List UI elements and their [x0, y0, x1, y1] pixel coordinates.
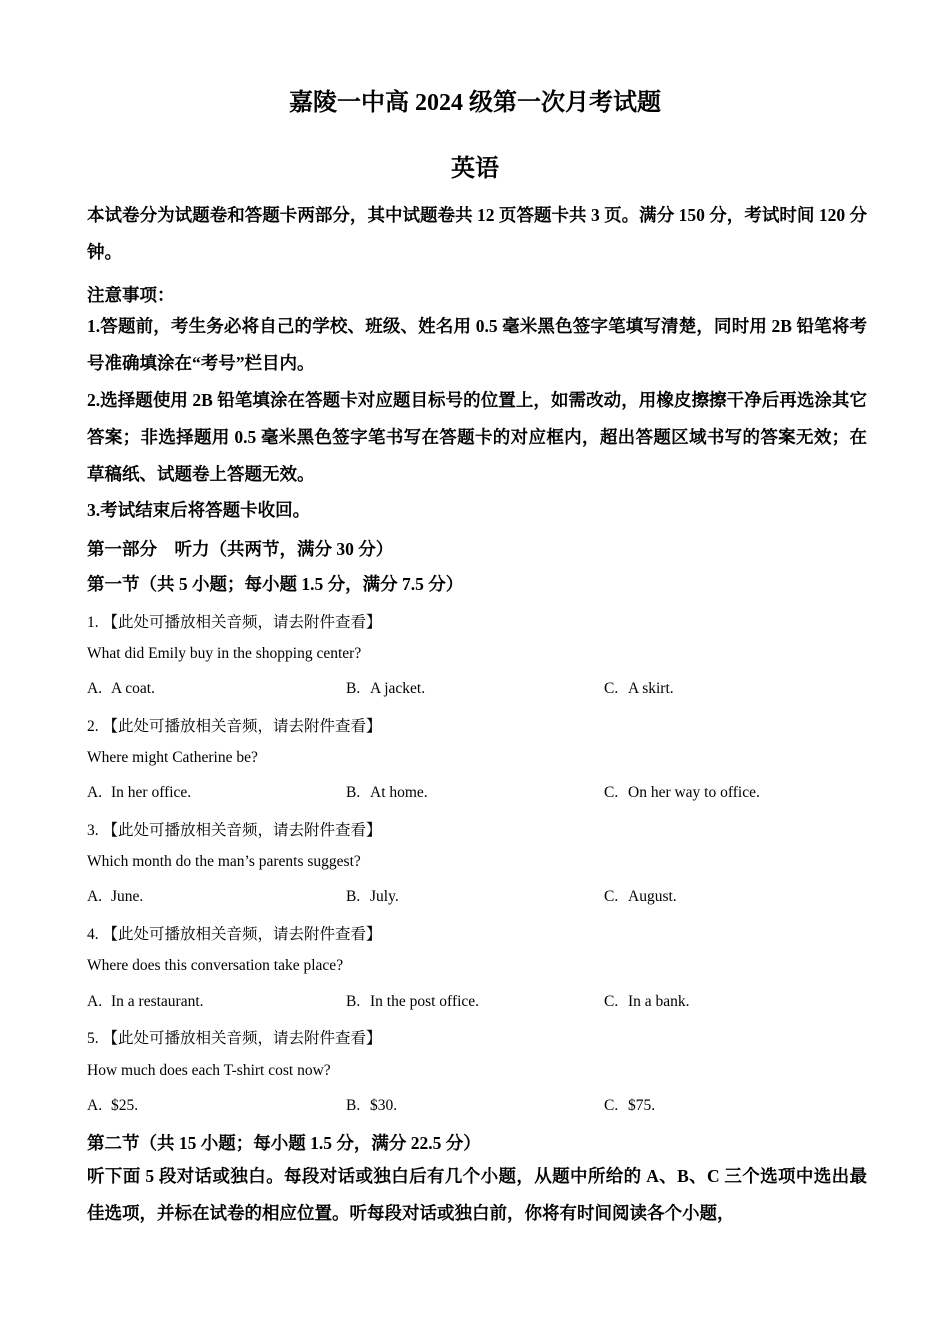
q2-option-a: A. In her office. [87, 784, 192, 801]
q1-option-a: A. A coat. [87, 680, 155, 697]
audio-placeholder: 【此处可播放相关音频，请去附件查看】 [102, 614, 382, 631]
note-3: 3.考试结束后将答题卡收回。 [87, 500, 311, 520]
subject-title: 英语 [451, 156, 499, 182]
part1-heading: 第一部分 听力（共两节，满分 30 分） [87, 539, 394, 559]
notes-heading: 注意事项： [87, 285, 175, 305]
q3-option-a: A. June. [87, 888, 144, 905]
q1-option-b: B. A jacket. [346, 680, 426, 697]
question-1-text: What did Emily buy in the shopping center? [87, 645, 362, 662]
audio-placeholder: 【此处可播放相关音频，请去附件查看】 [102, 822, 382, 839]
audio-placeholder: 【此处可播放相关音频，请去附件查看】 [102, 926, 382, 943]
question-5-audio [87, 1026, 382, 1048]
question-4-audio [87, 922, 382, 944]
note-2: 2.选择题使用 2B 铅笔填涂在答题卡对应题目标号的位置上，如需改动，用橡皮擦擦干净后再选涂其它答案；非选择题用 0.5 毫米黑色签字笔书写在答题卡的对应框内，超出答题区域书写的答案无效；在草稿纸、试题卷上答题无效。 [87, 390, 867, 484]
section2-heading: 第二节（共 15 小题；每小题 1.5 分，满分 22.5 分） [87, 1133, 481, 1153]
q4-option-a: A. In a restaurant. [87, 993, 204, 1010]
question-3-text: Which month do the man’s parents suggest? [87, 853, 361, 870]
section1-heading: 第一节（共 5 小题；每小题 1.5 分，满分 7.5 分） [87, 574, 464, 594]
section2-instructions: 听下面 5 段对话或独白。每段对话或独白后有几个小题，从题中所给的 A、B、C 三个选项中选出最佳选项，并标在试卷的相应位置。听每段对话或独白前，你将有时间阅读各个小题， [87, 1166, 867, 1223]
audio-placeholder: 【此处可播放相关音频，请去附件查看】 [102, 718, 382, 735]
exam-title: 嘉陵一中高 2024 级第一次月考试题 [289, 90, 661, 116]
question-4-text: Where does this conversation take place? [87, 957, 344, 974]
q1-option-c: C. A skirt. [604, 680, 674, 697]
question-2-audio [87, 714, 382, 736]
q3-option-b: B. July. [346, 888, 399, 905]
q4-option-b: B. In the post office. [346, 993, 480, 1010]
intro-paragraph: 本试卷分为试题卷和答题卡两部分，其中试题卷共 12 页答题卡共 3 页。满分 150 分，考试时间 120 分钟。 [87, 205, 867, 262]
question-number: 3. [87, 822, 99, 839]
audio-placeholder: 【此处可播放相关音频，请去附件查看】 [102, 1030, 382, 1047]
question-number: 1. [87, 614, 99, 631]
question-5-text: How much does each T-shirt cost now? [87, 1062, 331, 1079]
question-number: 2. [87, 718, 99, 735]
q3-option-c: C. August. [604, 888, 677, 905]
q2-option-b: B. At home. [346, 784, 428, 801]
question-number: 5. [87, 1030, 99, 1047]
q5-option-b: B. $30. [346, 1097, 398, 1114]
question-3-audio [87, 818, 382, 840]
q4-option-c: C. In a bank. [604, 993, 690, 1010]
question-2-text: Where might Catherine be? [87, 749, 258, 766]
note-1: 1.答题前，考生务必将自己的学校、班级、姓名用 0.5 毫米黑色签字笔填写清楚，同时用 2B 铅笔将考号准确填涂在“考号”栏目内。 [87, 316, 867, 373]
question-number: 4. [87, 926, 99, 943]
q5-option-a: A. $25. [87, 1097, 139, 1114]
question-1-audio [87, 610, 382, 632]
q2-option-c: C. On her way to office. [604, 784, 760, 801]
q5-option-c: C. $75. [604, 1097, 656, 1114]
